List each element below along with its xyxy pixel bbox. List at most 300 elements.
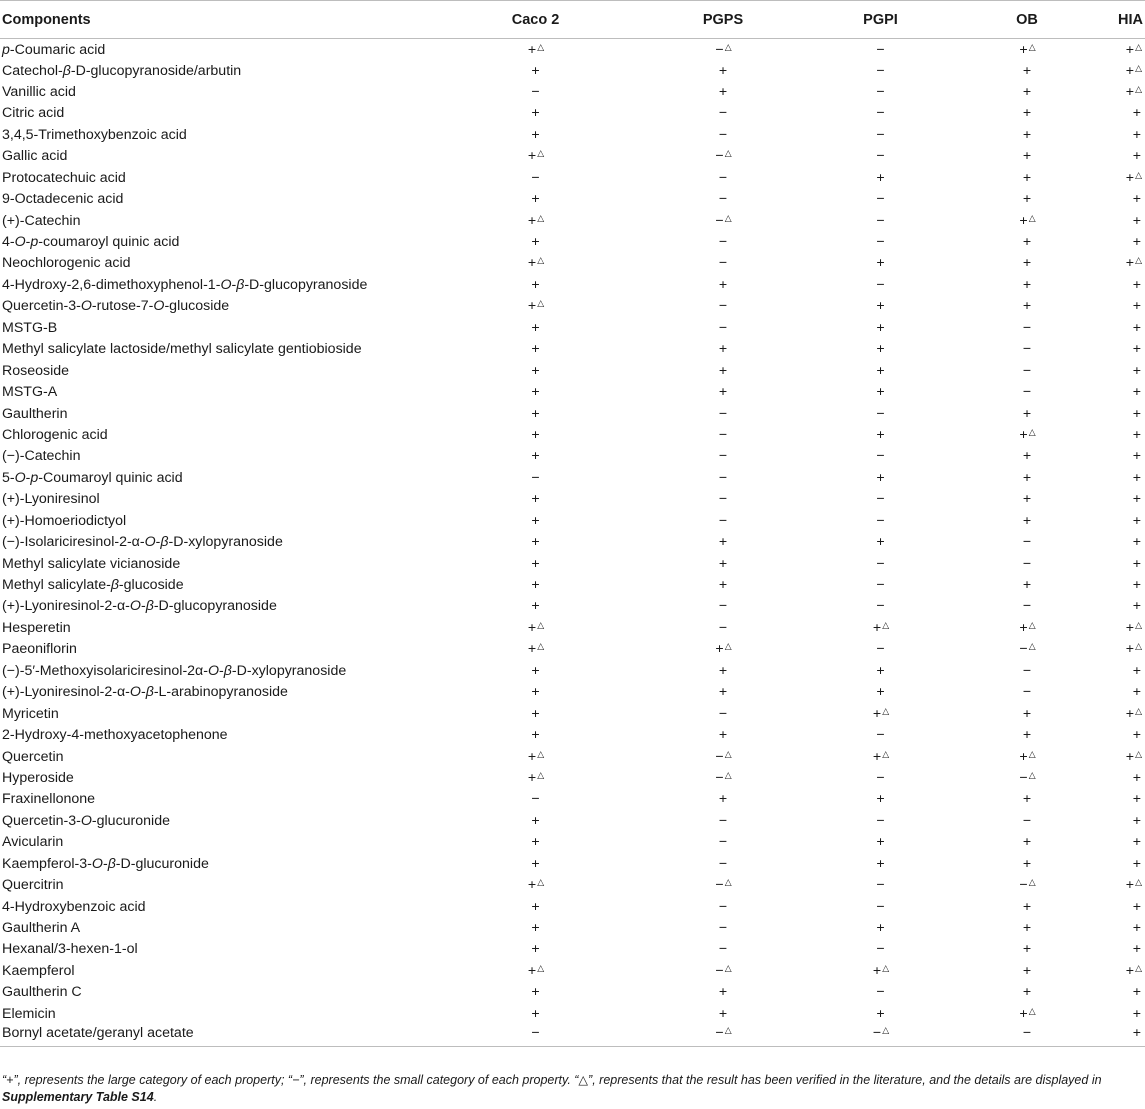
verified-mark: △ [1135,169,1142,180]
pgpi-value: + [876,834,885,851]
table-row [0,189,1145,210]
ob-value: +△ [1019,212,1036,229]
table-row [0,210,1145,231]
component-name: Gaultherin [2,405,68,422]
table-row [0,167,1145,188]
hia-value: + [1132,769,1141,786]
pgpi-value: + [876,791,885,808]
verified-mark: △ [1135,255,1142,266]
pgps-value: + [718,83,728,100]
caco2-value: + [531,727,540,744]
table-row [0,489,1145,510]
caco2-value: + [531,384,540,401]
table-row [0,403,1145,424]
component-name: (+)-Homoeriodictyol [2,512,127,529]
pgps-value: − [718,920,728,937]
verified-mark: △ [724,42,732,53]
verified-mark: △ [724,212,732,223]
pgpi-value: +△ [872,619,890,636]
table-row [0,103,1145,124]
ob-value: + [1022,984,1032,1001]
table-row [0,1003,1145,1024]
ob-value: + [1022,448,1032,465]
table-row [0,617,1145,638]
pgpi-value: + [876,319,885,336]
pgpi-value: − [876,769,885,786]
component-name: Methyl salicylate-β-glucoside [2,577,184,594]
caco2-value: + [531,920,540,937]
component-name: Kaempferol [2,962,75,979]
supplementary-table-link[interactable]: Supplementary Table S14 [2,1090,154,1104]
table-row [0,510,1145,531]
caco2-value: + [531,1005,540,1022]
verified-mark: △ [724,769,732,780]
table-row [0,60,1145,81]
hia-value: + [1132,662,1141,679]
ob-value: + [1022,83,1032,100]
caco2-value: + [531,426,540,443]
caco2-value: +△ [527,748,545,765]
hia-value: + [1132,834,1141,851]
pgps-value: +△ [715,641,732,658]
pgpi-value: − [876,491,885,508]
table-footnote [2,1072,1140,1106]
component-name: Gaultherin C [2,984,82,1001]
pgps-value: + [718,684,728,701]
verified-mark: △ [724,641,732,652]
table-row [0,317,1145,338]
pgpi-value: − [876,148,885,165]
verified-mark: △ [1028,426,1036,437]
pgps-value: − [718,234,728,251]
verified-mark: △ [882,748,890,759]
component-name: Catechol-β-D-glucopyranoside/arbutin [2,62,242,79]
hia-value: + [1132,126,1141,143]
verified-mark: △ [1028,877,1036,888]
component-name: Quercetin-3-O-rutose-7-O-glucoside [2,298,230,315]
caco2-value: + [531,191,540,208]
ob-value: + [1022,727,1032,744]
pgpi-value: + [876,534,885,551]
caco2-value: + [531,126,540,143]
pgps-value: −△ [715,148,732,165]
hia-value: + [1132,426,1141,443]
hia-value: + [1132,191,1141,208]
ob-value: + [1022,62,1032,79]
pgpi-value: − [876,984,885,1001]
component-name: Citric acid [2,105,65,122]
pgpi-value: − [876,212,885,229]
table-row [0,339,1145,360]
component-name: 4-Hydroxy-2,6-dimethoxyphenol-1-O-β-D-glucopyranoside [2,276,368,293]
table-row [0,446,1145,467]
ob-value: + [1022,191,1032,208]
pgps-value: −△ [643,1025,803,1046]
verified-mark: △ [1135,619,1142,630]
table-row [0,382,1145,403]
caco2-value: − [531,469,540,486]
caco2-value: + [531,855,540,872]
caco2-value: +△ [527,962,545,979]
caco2-value: + [531,705,540,722]
ob-value: − [1022,812,1032,829]
pgpi-value: +△ [872,962,890,979]
pgpi-value: + [876,341,885,358]
component-name: 9-Octadecenic acid [2,191,124,208]
caco2-value: + [531,898,540,915]
pgps-value: − [718,298,728,315]
pgps-value: −△ [715,877,732,894]
caco2-value: +△ [527,298,545,315]
hia-value: +△ [1125,619,1142,636]
hia-value: + [1132,684,1141,701]
table-row [0,875,1145,896]
pgps-value: − [718,319,728,336]
table-row [0,360,1145,381]
pgpi-value: + [876,684,885,701]
pgpi-value: − [876,641,885,658]
component-name: Bornyl acetate/geranyl acetate [0,1025,428,1046]
table-row [0,639,1145,660]
caco2-value: +△ [527,641,545,658]
verified-mark: △ [537,641,545,652]
header-ob: OB [958,1,1096,39]
table-row [0,124,1145,145]
verified-mark: △ [1028,1005,1036,1016]
table-row [0,231,1145,252]
table-row [0,532,1145,553]
hia-value: + [1132,384,1141,401]
pgpi-value: − [876,577,885,594]
verified-mark: △ [882,619,890,630]
caco2-value: + [531,234,540,251]
hia-value: + [1132,941,1141,958]
caco2-value: − [428,1025,643,1046]
verified-mark: △ [537,877,545,888]
table-row [0,767,1145,788]
hia-value: +△ [1125,705,1142,722]
table-row [0,725,1145,746]
component-name: Hesperetin [2,619,71,636]
component-name: Methyl salicylate lactoside/methyl salicylate gentiobioside [2,341,362,358]
caco2-value: + [531,555,540,572]
caco2-value: + [531,984,540,1001]
header-hia: HIA [1096,1,1145,39]
verified-mark: △ [1028,619,1036,630]
pgps-value: − [718,405,728,422]
pgps-value: − [718,619,728,636]
verified-mark: △ [882,1025,890,1036]
verified-mark: △ [1135,62,1142,73]
table-row [0,274,1145,295]
pgpi-value: − [876,83,885,100]
pgps-value: − [718,512,728,529]
ob-value: + [1022,126,1032,143]
hia-value: + [1132,984,1141,1001]
component-name: 4-O-p-coumaroyl quinic acid [2,234,180,251]
hia-value: +△ [1125,83,1142,100]
hia-value: + [1132,298,1141,315]
header-pgpi: PGPI [803,1,958,39]
caco2-value: +△ [527,877,545,894]
pgps-value: + [718,727,728,744]
pgps-value: − [718,105,728,122]
table-row [0,832,1145,853]
table-row [0,896,1145,917]
pgps-value: − [718,255,728,272]
hia-value: + [1132,555,1141,572]
ob-value: + [1022,234,1032,251]
pgpi-value: + [876,1005,885,1022]
caco2-value: +△ [527,769,545,786]
verified-mark: △ [537,255,545,266]
verified-mark: △ [537,298,545,309]
hia-value: + [1096,1025,1145,1046]
component-name: Hyperoside [2,769,74,786]
component-name: Gaultherin A [2,920,81,937]
verified-mark: △ [537,769,545,780]
caco2-value: − [531,169,540,186]
pgps-value: − [718,491,728,508]
hia-value: + [1132,727,1141,744]
ob-value: + [1022,512,1032,529]
table-row [0,746,1145,767]
table-row [0,682,1145,703]
pgpi-value: + [876,920,885,937]
component-name: MSTG-B [2,319,58,336]
pgps-value: −△ [715,769,732,786]
hia-value: + [1132,898,1141,915]
verified-mark: △ [1028,769,1036,780]
pgps-value: + [718,984,728,1001]
component-name: Fraxinellonone [2,791,96,808]
header-row [0,1,1145,39]
hia-value: +△ [1125,748,1142,765]
pgps-value: + [718,62,728,79]
component-name: (−)-Isolariciresinol-2-α-O-β-D-xylopyranoside [2,534,283,551]
pgpi-value: − [876,105,885,122]
verified-mark: △ [537,212,545,223]
table-row [0,939,1145,960]
verified-mark: △ [1028,212,1036,223]
table-row [0,789,1145,810]
pgpi-value: + [876,855,885,872]
verified-mark: △ [537,619,545,630]
hia-value: + [1132,148,1141,165]
component-name: Chlorogenic acid [2,426,108,443]
pgps-value: −△ [715,212,732,229]
hia-value: + [1132,212,1141,229]
pgps-value: − [718,812,728,829]
pgpi-value: − [876,598,885,615]
table-row [0,253,1145,274]
pgpi-value: − [876,941,885,958]
table-row [0,467,1145,488]
pgpi-value: − [876,512,885,529]
pgpi-value: − [876,126,885,143]
pgpi-value: + [876,384,885,401]
verified-mark: △ [1028,748,1036,759]
pgpi-value: + [876,469,885,486]
pgpi-value: + [876,662,885,679]
table-row [0,1025,1145,1046]
ob-value: − [1022,662,1032,679]
component-name: Quercetin-3-O-glucuronide [2,812,170,829]
table-row [0,424,1145,445]
ob-value: + [1022,105,1032,122]
ob-value: − [1022,341,1032,358]
table-row [0,146,1145,167]
component-name: Elemicin [2,1005,56,1022]
caco2-value: + [531,105,540,122]
pgps-value: − [718,941,728,958]
pgps-value: − [718,169,728,186]
ob-value: − [1022,362,1032,379]
hia-value: +△ [1125,641,1142,658]
ob-value: + [1022,834,1032,851]
footnote-end: . [153,1090,158,1104]
pgpi-value: − [876,555,885,572]
pgpi-value: − [876,727,885,744]
verified-mark: △ [537,42,545,53]
component-name: Protocatechuic acid [2,169,126,186]
caco2-value: +△ [527,619,545,636]
component-name: Roseoside [2,362,70,379]
pgpi-value: − [876,448,885,465]
ob-value: + [1022,791,1032,808]
pgpi-value: + [876,298,885,315]
ob-value: − [1022,384,1032,401]
pgpi-value: − [876,812,885,829]
table-row [0,553,1145,574]
pgps-value: + [718,534,728,551]
ob-value: +△ [1019,42,1036,59]
component-name: (−)-Catechin [2,448,81,465]
caco2-value: + [531,362,540,379]
verified-mark: △ [537,148,545,159]
caco2-value: + [531,834,540,851]
table-row [0,810,1145,831]
verified-mark: △ [1135,748,1142,759]
ob-value: + [1022,941,1032,958]
table-row [0,703,1145,724]
ob-value: + [1022,469,1032,486]
component-name: Vanillic acid [2,83,76,100]
caco2-value: + [531,319,540,336]
verified-mark: △ [724,148,732,159]
component-name: 4-Hydroxybenzoic acid [2,898,146,915]
pgpi-value: − [876,234,885,251]
pgpi-value: +△ [872,705,890,722]
hia-value: + [1132,105,1141,122]
caco2-value: + [531,62,540,79]
pgpi-value: − [876,62,885,79]
hia-value: + [1132,577,1141,594]
hia-value: + [1132,791,1141,808]
pgps-value: −△ [715,962,732,979]
verified-mark: △ [724,748,732,759]
header-components: Components [0,1,428,39]
pgpi-value: + [876,426,885,443]
component-name: (+)-Catechin [2,212,81,229]
hia-value: +△ [1125,169,1142,186]
pgps-value: − [718,855,728,872]
component-name: Myricetin [2,705,59,722]
component-name: (+)-Lyoniresinol-2-α-O-β-D-glucopyranoside [2,598,277,615]
verified-mark: △ [724,877,732,888]
pgpi-value: + [876,255,885,272]
ob-value: + [1022,898,1032,915]
caco2-value: + [531,276,540,293]
verified-mark: △ [1135,877,1142,888]
pgps-value: + [718,341,728,358]
verified-mark: △ [724,962,732,973]
ob-value: + [1022,491,1032,508]
pgpi-value: − [876,191,885,208]
verified-mark: △ [882,705,890,716]
verified-mark: △ [1135,705,1142,716]
header-caco2: Caco 2 [428,1,643,39]
table-row [0,39,1145,60]
caco2-value: + [531,577,540,594]
hia-value: + [1132,469,1141,486]
pgps-value: + [718,555,728,572]
hia-value: + [1132,341,1141,358]
caco2-value: +△ [527,148,545,165]
component-name: Quercetin [2,748,64,765]
component-name: Kaempferol-3-O-β-D-glucuronide [2,855,209,872]
ob-value: + [1022,276,1032,293]
verified-mark: △ [1028,42,1036,53]
table-body [0,39,1145,1047]
component-name: p-Coumaric acid [2,42,106,59]
hia-value: + [1132,491,1141,508]
pgps-value: − [718,705,728,722]
ob-value: + [1022,705,1032,722]
ob-value: −△ [1019,877,1036,894]
table-row [0,296,1145,317]
hia-value: + [1132,362,1141,379]
pgpi-value: − [876,42,885,59]
verified-mark: △ [1028,641,1036,652]
hia-value: + [1132,812,1141,829]
ob-value: − [1022,598,1032,615]
footnote-text: “+”, represents the large category of each property; “−”, represents the small category of each property. “△”, represents that the result has been verified in the literature, and the details are displayed in [2,1073,1102,1087]
component-name: MSTG-A [2,384,58,401]
pgpi-value: +△ [872,748,890,765]
pgps-value: + [718,791,728,808]
verified-mark: △ [724,1025,732,1036]
pgpi-value: + [876,169,885,186]
caco2-value: + [531,341,540,358]
ob-value: +△ [1019,1005,1036,1022]
caco2-value: + [531,662,540,679]
ob-value: + [1022,577,1032,594]
table-row [0,853,1145,874]
ob-value: − [1022,555,1032,572]
ob-value: + [1022,255,1032,272]
pgps-value: − [718,598,728,615]
table-row [0,960,1145,981]
verified-mark: △ [1135,962,1142,973]
pgpi-value: + [876,362,885,379]
component-name: Quercitrin [2,877,64,894]
pgps-value: − [718,191,728,208]
hia-value: + [1132,448,1141,465]
caco2-value: + [531,941,540,958]
pgpi-value: − [876,276,885,293]
hia-value: +△ [1125,877,1142,894]
